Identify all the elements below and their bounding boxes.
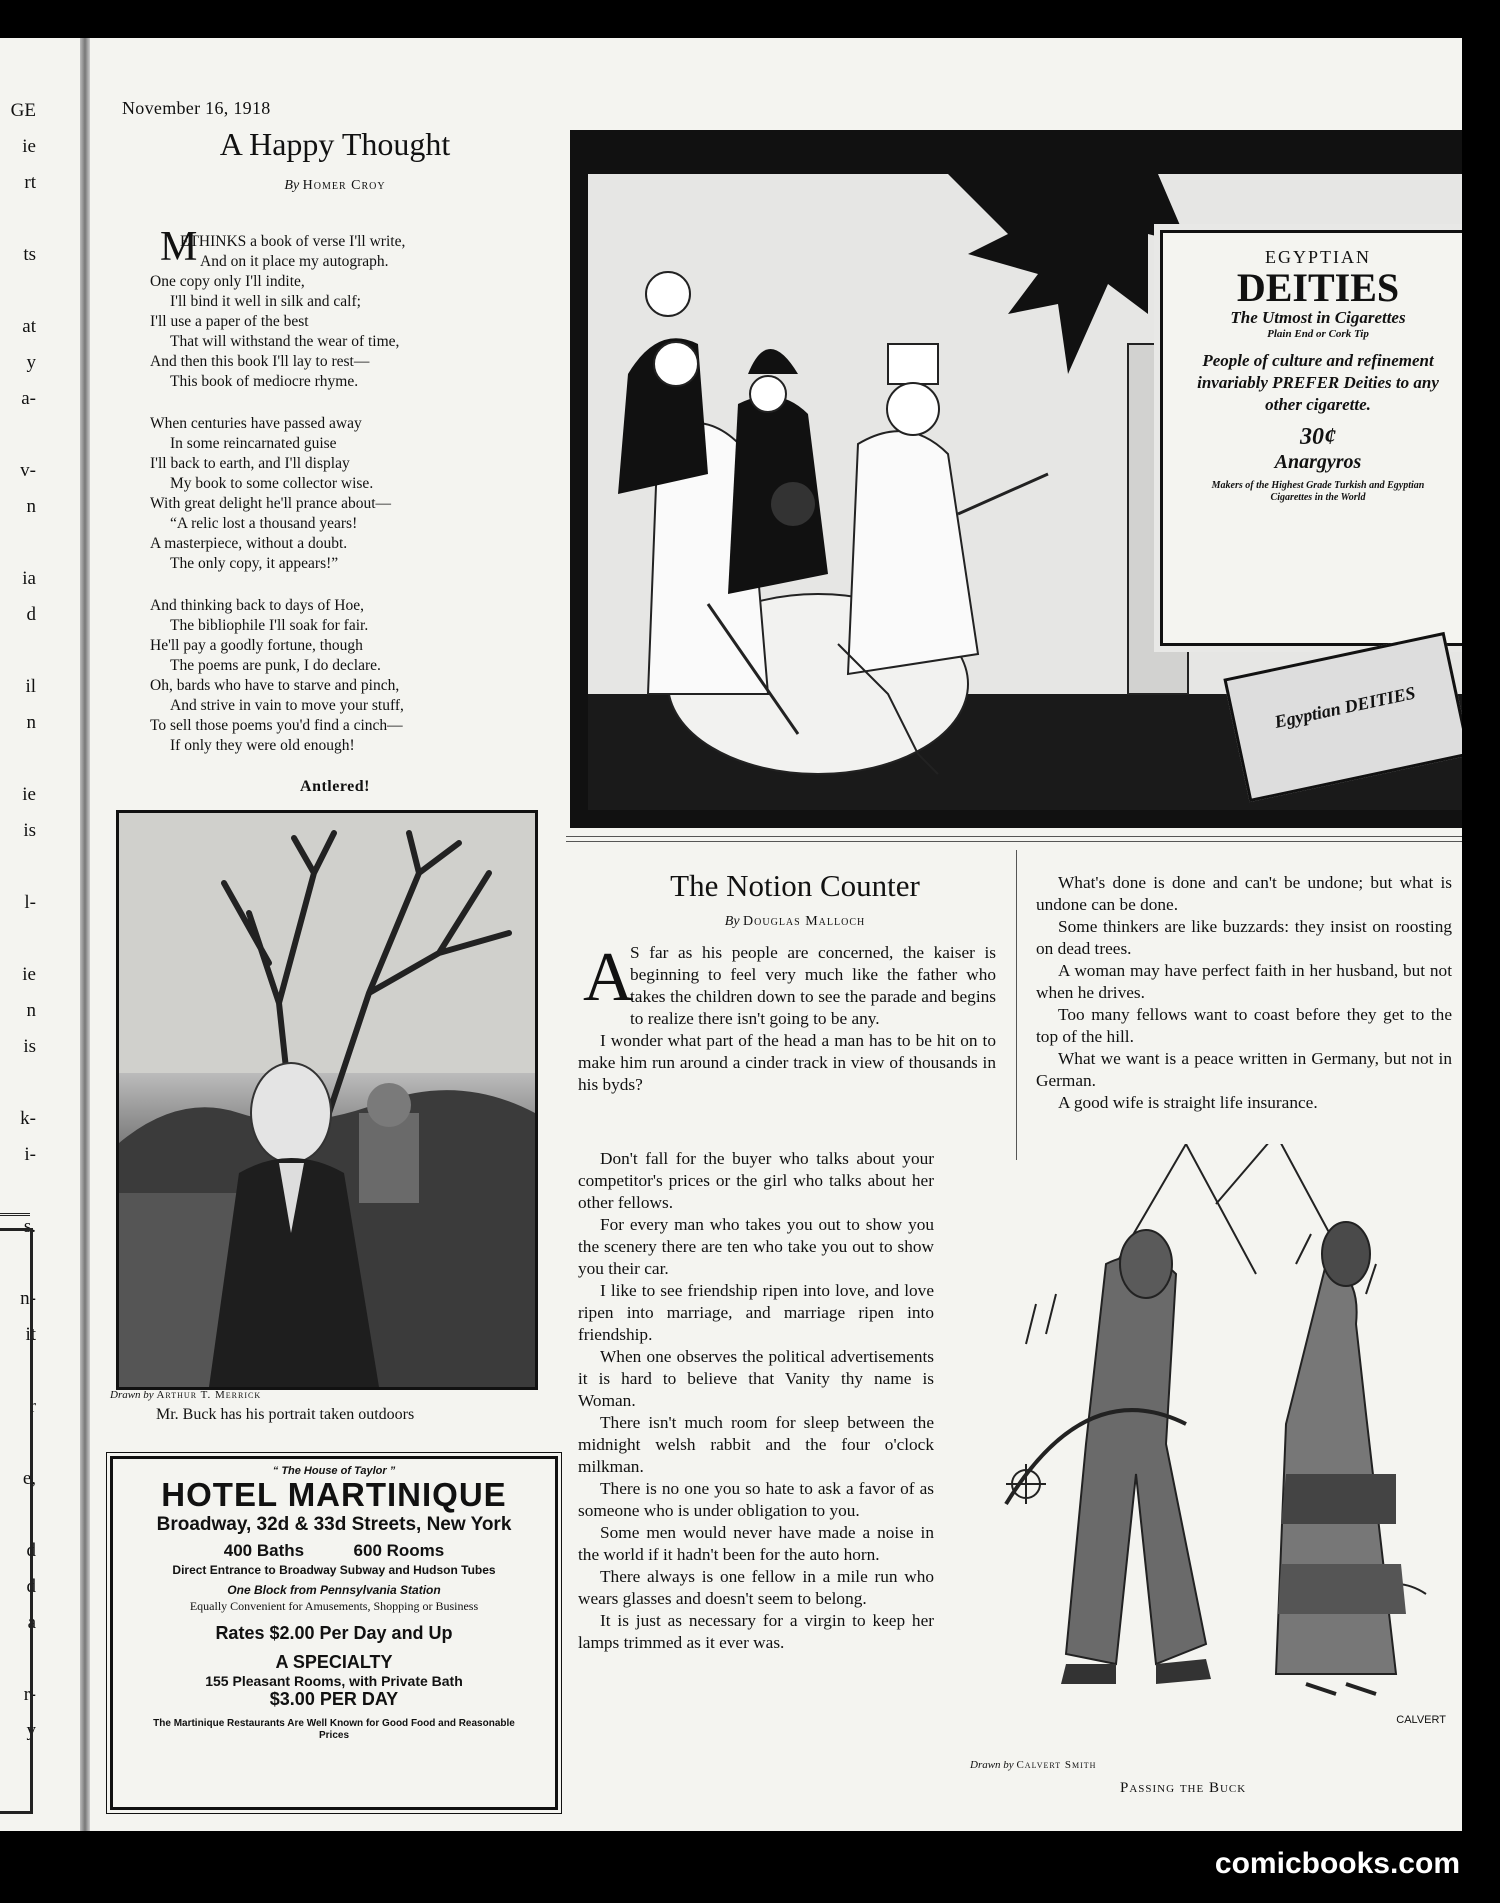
portrait-credit: [110, 1389, 261, 1401]
margin-fragment: n-: [20, 1288, 36, 1309]
margin-fragment: it: [25, 1324, 36, 1345]
margin-fragment: y: [26, 352, 36, 373]
poem-line: The only copy, it appears!”: [170, 555, 339, 572]
credit-prefix: Drawn by: [110, 1389, 154, 1401]
poem-line: And strive in vain to move your stuff,: [170, 697, 404, 714]
article-paragraph: I like to see friendship ripen into love, and love ripen into marriage, and marriage ripen into friendship.: [578, 1281, 934, 1344]
margin-fragment: d: [26, 604, 36, 625]
left-page-rule: [0, 1213, 30, 1216]
article-column-left-top: [578, 939, 996, 1096]
poem-line: I'll bind it well in silk and calf;: [170, 293, 361, 310]
margin-fragment: [0, 926, 36, 962]
hotel-specialty: A SPECIALTY: [275, 1652, 393, 1672]
article-column-right: [1036, 872, 1452, 1114]
poem-line: If only they were old enough!: [170, 737, 355, 754]
margin-fragment: e,: [22, 1468, 36, 1489]
cartoon-drawing: [966, 1144, 1456, 1764]
left-page-box: [0, 1228, 33, 1814]
poem-line: And thinking back to days of Hoe,: [150, 597, 364, 614]
poem-line: That will withstand the wear of time,: [170, 333, 400, 350]
article-paragraph: When one observes the political advertisements it is hard to believe that Vanity thy name is Woman.: [578, 1347, 934, 1410]
ad-price: 30¢: [1300, 424, 1336, 450]
magazine-page: [0, 38, 1462, 1831]
poem-line: One copy only I'll indite,: [150, 273, 305, 290]
hotel-baths: 400 Baths: [223, 1541, 305, 1560]
byline-prefix: By: [724, 914, 740, 929]
margin-fragment: [0, 206, 36, 242]
margin-fragment: s.: [23, 1216, 36, 1237]
article-drop-cap: A: [583, 939, 634, 1016]
poem-body: [150, 232, 510, 778]
margin-fragment: at: [22, 316, 36, 337]
page-spine: [80, 38, 90, 1831]
margin-fragment: r-: [23, 1684, 36, 1705]
margin-fragment: ie: [22, 964, 36, 985]
section-rule: [566, 836, 1462, 837]
ad-slogan: The Utmost in Cigarettes: [1230, 308, 1406, 327]
margin-fragment: r: [29, 1396, 36, 1417]
margin-fragment: i-: [24, 1144, 36, 1165]
issue-date: November 16, 1918: [122, 98, 271, 118]
ad-pitch: People of culture and refinement invariably PREFER Deities to any other cigarette.: [1197, 351, 1439, 414]
margin-fragment: d: [26, 1576, 36, 1597]
article-author: Douglas Malloch: [743, 914, 866, 929]
hotel-convenience: Equally Convenient for Amusements, Shopping or Business: [189, 1599, 479, 1613]
margin-fragment: ie: [22, 784, 36, 805]
margin-fragment: [0, 278, 36, 314]
poem-line: With great delight he'll prance about—: [150, 495, 392, 512]
poem-line: And then this book I'll lay to rest—: [150, 353, 370, 370]
margin-fragment: ie: [22, 136, 36, 157]
article-paragraph: A woman may have perfect faith in her husband, but not when he drives.: [1036, 961, 1452, 1002]
article-paragraph: What's done is done and can't be undone; but what is undone can be done.: [1036, 873, 1452, 914]
article-paragraph: Too many fellows want to coast before they get to the top of the hill.: [1036, 1005, 1452, 1046]
credit-prefix: Drawn by: [970, 1759, 1014, 1771]
hotel-footer: The Martinique Restaurants Are Well Known for Good Food and Reasonable Prices: [153, 1718, 515, 1741]
article-paragraph: There is no one you so hate to ask a favor of as someone who is under obligation to you.: [578, 1479, 934, 1520]
margin-fragment: [0, 638, 36, 674]
credit-name: Calvert Smith: [1016, 1759, 1097, 1771]
article-paragraph: There isn't much room for sleep between the midnight welsh rabbit and the four o'clock milkman.: [578, 1413, 934, 1476]
poem-line: The bibliophile I'll soak for fair.: [170, 617, 369, 634]
ad-kicker: EGYPTIAN: [1265, 247, 1371, 267]
margin-fragment: n: [26, 712, 36, 733]
passing-the-buck-cartoon: [966, 1144, 1456, 1764]
cartoon-signature: CALVERT: [1396, 1714, 1446, 1726]
article-paragraph: Don't fall for the buyer who talks about your competitor's prices or the girl who talks about her other fellows.: [578, 1149, 934, 1212]
margin-fragment: ts: [23, 244, 36, 265]
box-text: Egyptian DEITIES: [1272, 682, 1418, 732]
margin-fragment: y: [26, 1720, 36, 1741]
hotel-specialty-price: $3.00 PER DAY: [269, 1689, 399, 1709]
hotel-rooms: 600 Rooms: [353, 1541, 445, 1560]
margin-fragment: v-: [20, 460, 36, 481]
ad-tips: Plain End or Cork Tip: [1267, 328, 1369, 340]
hotel-rates: Rates $2.00 Per Day and Up: [215, 1623, 453, 1643]
article-paragraph: There always is one fellow in a mile run who wears glasses and doesn't seem to belong.: [578, 1567, 934, 1608]
poem-line: To sell those poems you'd find a cinch—: [150, 717, 403, 734]
margin-fragment: d: [26, 1540, 36, 1561]
margin-fragment: rt: [24, 172, 36, 193]
margin-fragment: [0, 1070, 36, 1106]
site-watermark: comicbooks.com: [1214, 1847, 1460, 1880]
hotel-location: One Block from Pennsylvania Station: [227, 1583, 441, 1597]
article-byline: [580, 914, 1010, 930]
article-paragraph: A good wife is straight life insurance.: [1058, 1093, 1318, 1112]
poem-stanza: [150, 596, 510, 756]
margin-fragment: [0, 530, 36, 566]
margin-fragment: a-: [21, 388, 36, 409]
article-column-left-bottom: [578, 1148, 934, 1654]
photo-heading: Antlered!: [300, 778, 370, 795]
article-paragraph: Some thinkers are like buzzards: they insist on roosting on dead trees.: [1036, 917, 1452, 958]
poem-title: A Happy Thought: [219, 126, 451, 162]
margin-fragment: [0, 422, 36, 458]
hotel-tagline: “ The House of Taylor ”: [272, 1465, 396, 1477]
poem-stanza: [150, 232, 510, 392]
article-title: The Notion Counter: [670, 868, 920, 903]
poem-line: And on it place my autograph.: [200, 253, 389, 270]
ad-text-panel: [1160, 230, 1462, 646]
poem-line: In some reincarnated guise: [170, 435, 337, 452]
poem-line: “A relic lost a thousand years!: [170, 515, 358, 532]
section-rule-double: [566, 841, 1462, 842]
margin-fragment: n: [26, 1000, 36, 1021]
ad-maker-line: Makers of the Highest Grade Turkish and Egyptian Cigarettes in the World: [1211, 480, 1425, 503]
margin-fragment: ia: [22, 568, 36, 589]
hotel-martinique-ad: [110, 1456, 558, 1810]
poem-line: My book to some collector wise.: [170, 475, 374, 492]
portrait-drawing: [119, 813, 535, 1387]
poem-line: He'll pay a goodly fortune, though: [150, 637, 363, 654]
article-paragraph: For every man who takes you out to show you the scenery there are ten who take you out to show you their car.: [578, 1215, 934, 1278]
article-paragraph: What we want is a peace written in Germany, but not in German.: [1036, 1049, 1452, 1090]
poem-line: The poems are punk, I do declare.: [170, 657, 381, 674]
article-paragraph: I wonder what part of the head a man has to be hit on to make him run around a cinder track in view of thousands in his byds?: [578, 1031, 996, 1094]
margin-fragment: [0, 1178, 36, 1214]
margin-fragment: is: [23, 820, 36, 841]
poem-line: ETHINKS a book of verse I'll write,: [180, 233, 406, 250]
poem-line: When centuries have passed away: [150, 415, 362, 432]
ad-maker: Anargyros: [1274, 451, 1362, 473]
cartoon-credit: [970, 1759, 1096, 1771]
margin-fragment: l-: [24, 892, 36, 913]
hotel-specialty-detail: 155 Pleasant Rooms, with Private Bath: [205, 1673, 463, 1689]
poem-line: I'll use a paper of the best: [150, 313, 309, 330]
ad-brand: DEITIES: [1236, 265, 1400, 310]
cartoon-caption: Passing the Buck: [1120, 1780, 1247, 1796]
margin-fragment: GE: [10, 100, 36, 121]
byline-prefix: By: [284, 178, 300, 193]
poem-author: Homer Croy: [302, 178, 386, 193]
margin-fragment: a: [27, 1612, 36, 1633]
column-rule: [1016, 850, 1017, 1160]
margin-fragment: [0, 746, 36, 782]
article-lead-text: S far as his people are concerned, the kaiser is beginning to feel very much like the father who takes the children down to see the parade and begins to realize there isn't going to be any.: [630, 943, 996, 1028]
article-lead: [578, 939, 996, 1030]
hotel-entrance: Direct Entrance to Broadway Subway and Hudson Tubes: [172, 1563, 496, 1577]
hotel-name: HOTEL MARTINIQUE: [161, 1476, 507, 1513]
poem-byline: [110, 178, 560, 194]
hotel-address: Broadway, 32d & 33d Streets, New York: [156, 1514, 512, 1535]
margin-fragment: [0, 854, 36, 890]
poem-drop-cap: M: [160, 224, 198, 270]
poem-line: This book of mediocre rhyme.: [170, 373, 359, 390]
poem-stanza: [150, 414, 510, 574]
margin-fragment: n: [26, 496, 36, 517]
credit-name: Arthur T. Merrick: [156, 1389, 262, 1401]
egyptian-deities-ad: [570, 130, 1462, 828]
article-paragraph: Some men would never have made a noise in the world if it hadn't been for the auto horn.: [578, 1523, 934, 1564]
portrait-illustration: [116, 810, 538, 1390]
margin-fragment: is: [23, 1036, 36, 1057]
poem-line: Oh, bards who have to starve and pinch,: [150, 677, 400, 694]
portrait-caption: Mr. Buck has his portrait taken outdoors: [156, 1406, 415, 1423]
article-paragraph: It is just as necessary for a virgin to keep her lamps trimmed as it ever was.: [578, 1611, 934, 1652]
poem-line: A masterpiece, without a doubt.: [150, 535, 348, 552]
margin-fragment: k-: [20, 1108, 36, 1129]
poem-line: I'll back to earth, and I'll display: [150, 455, 350, 472]
margin-fragment: il: [25, 676, 36, 697]
